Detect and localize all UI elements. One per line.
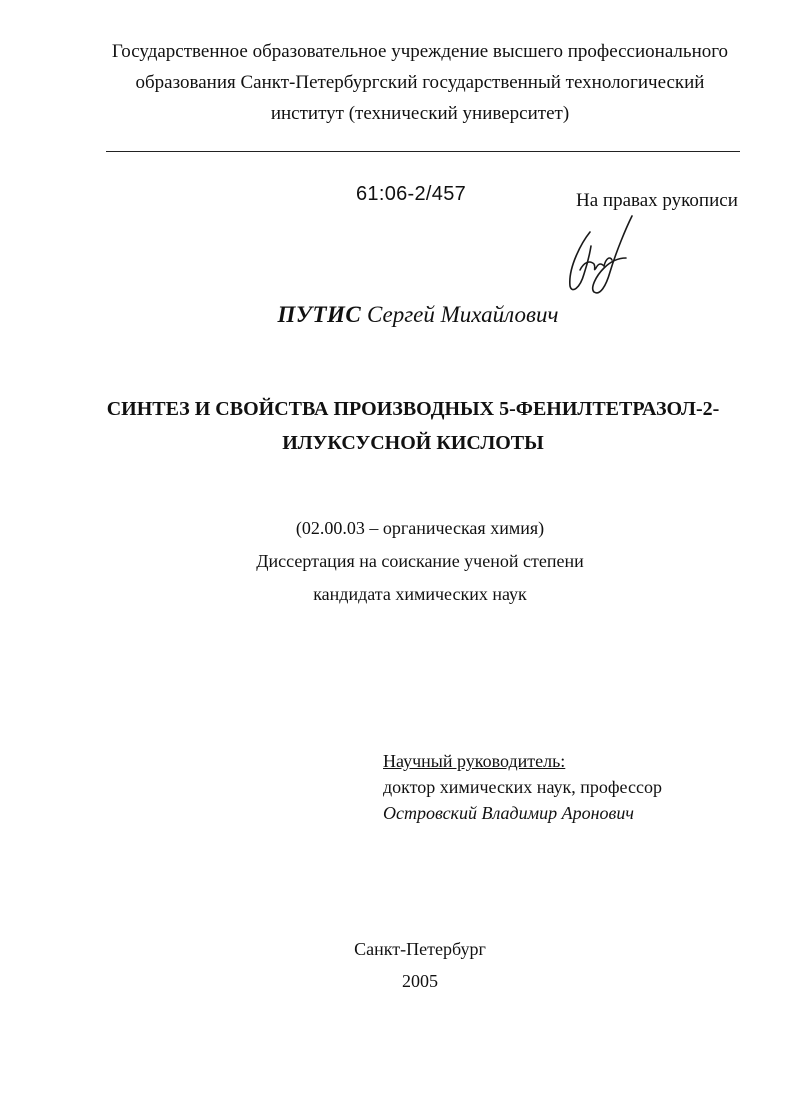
supervisor-block [383,748,662,826]
place-and-year [320,933,520,997]
supervisor-heading: Научный руководитель: [383,751,566,771]
catalog-number: 61:06-2/457 [356,183,467,205]
supervisor-name: Островский Владимир Аронович [383,803,634,823]
degree-line-1: Диссертация на соискание ученой степени [256,551,584,571]
degree-line-2: кандидата химических наук [313,584,527,604]
signature-icon [560,212,650,300]
institution-header [60,36,780,129]
title-line-1: СИНТЕЗ И СВОЙСТВА ПРОИЗВОДНЫХ 5-ФЕНИЛТЕТРАЗОЛ-2- [106,398,720,420]
year: 2005 [402,971,438,991]
dissertation-title [60,392,766,460]
institution-line-3: институт (технический университет) [270,103,570,124]
institution-line-1: Государственное образовательное учреждение высшего профессионального [111,41,729,62]
specialty-code: (02.00.03 – органическая химия) [295,518,545,538]
author-surname: ПУТИС [277,302,362,327]
author-given-names: Сергей Михайлович [366,302,559,327]
city: Санкт-Петербург [354,939,486,959]
rights-note: На правах рукописи [576,190,738,211]
header-divider [106,151,740,152]
title-line-2: ИЛУКСУСНОЙ КИСЛОТЫ [282,432,544,454]
author-name [0,302,796,328]
institution-line-2: образования Санкт-Петербургский государственный технологический [135,72,705,93]
degree-info [60,512,780,611]
supervisor-credentials: доктор химических наук, профессор [383,777,662,797]
